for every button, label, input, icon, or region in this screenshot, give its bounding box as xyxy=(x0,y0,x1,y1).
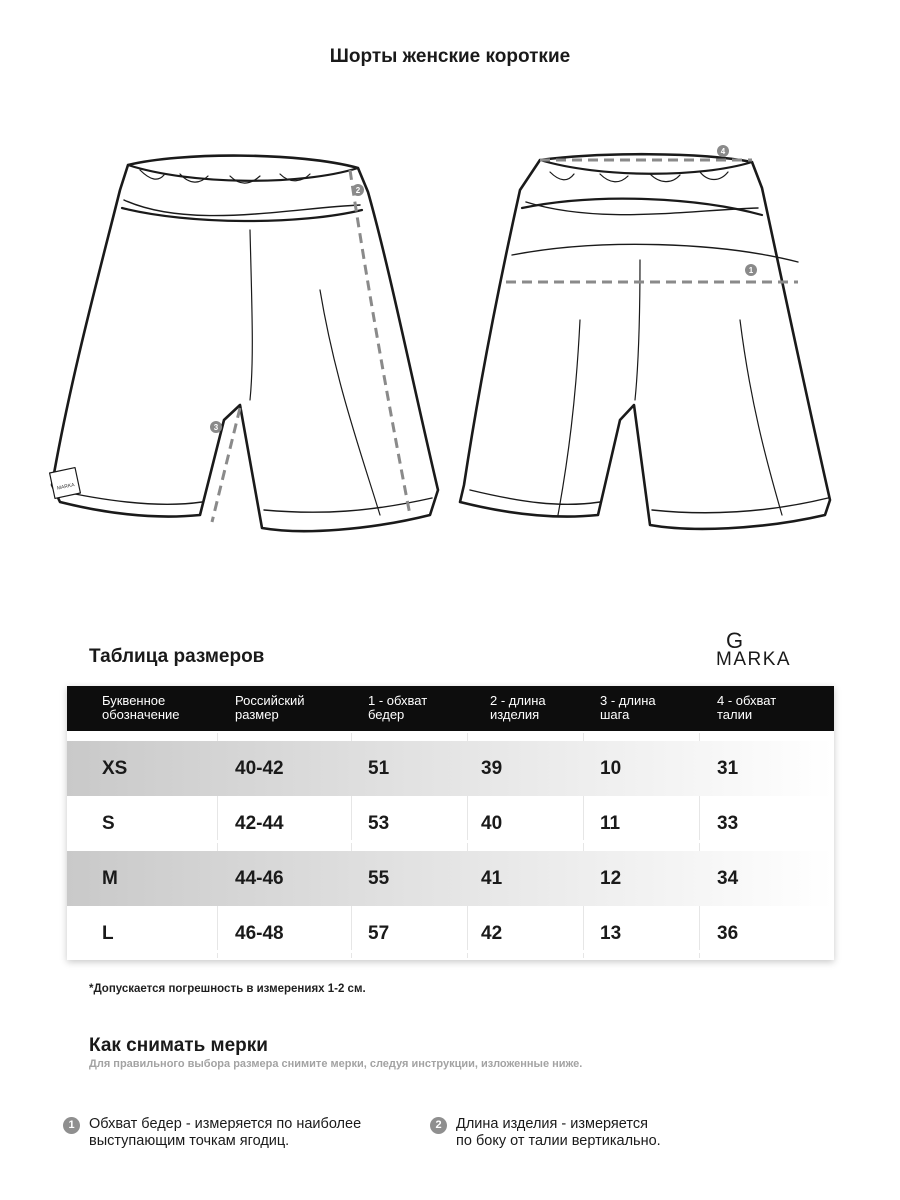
cell-letter: XS xyxy=(102,758,128,779)
cell-waist: 33 xyxy=(717,813,739,834)
number-badge: 2 xyxy=(430,1117,447,1134)
cell-letter: M xyxy=(102,868,118,889)
size-table-header xyxy=(67,686,834,731)
cell-length: 42 xyxy=(481,923,503,944)
cell-inseam: 11 xyxy=(600,813,621,834)
table-row xyxy=(67,851,834,906)
cell-length: 41 xyxy=(481,868,503,889)
cell-length: 39 xyxy=(481,758,503,779)
table-row xyxy=(67,906,834,961)
table-row xyxy=(67,796,834,851)
cell-hips: 51 xyxy=(368,758,390,779)
column-header-russian: Российский размер xyxy=(235,693,305,722)
cell-russian: 46-48 xyxy=(235,923,284,944)
marker-4: 4 xyxy=(720,147,726,156)
page-title: Шорты женские короткие xyxy=(329,46,571,67)
cell-length: 40 xyxy=(481,813,503,834)
cell-russian: 44-46 xyxy=(235,868,284,889)
cell-waist: 31 xyxy=(717,758,739,779)
instruction-text: Длина изделия - измеряется по боку от талии вертикально. xyxy=(456,1116,661,1149)
cell-hips: 57 xyxy=(368,923,390,944)
column-header-inseam: 3 - длина шага xyxy=(600,693,656,722)
cell-hips: 55 xyxy=(368,868,390,889)
measurement-footnote: *Допускается погрешность в измерениях 1-2 см. xyxy=(89,983,366,995)
how-to-measure-heading: Как снимать мерки xyxy=(89,1035,268,1056)
cell-letter: S xyxy=(102,813,115,834)
tag-label: MARKA xyxy=(56,482,76,492)
table-row xyxy=(67,741,834,796)
marka-logo xyxy=(716,628,820,674)
size-table xyxy=(67,686,834,960)
cell-russian: 40-42 xyxy=(235,758,284,779)
instruction-text: Обхват бедер - измеряется по наиболее выступающим точкам ягодиц. xyxy=(89,1116,362,1149)
logo-mark: G xyxy=(726,628,744,653)
cell-inseam: 13 xyxy=(600,923,622,944)
marker-3: 3 xyxy=(213,423,219,432)
how-to-measure-subtitle: Для правильного выбора размера снимите мерки, следуя инструкции, изложенные ниже. xyxy=(89,1058,583,1070)
cell-inseam: 10 xyxy=(600,758,622,779)
cell-hips: 53 xyxy=(368,813,390,834)
marker-1: 1 xyxy=(748,266,754,275)
cell-russian: 42-44 xyxy=(235,813,284,834)
number-badge: 1 xyxy=(63,1117,80,1134)
cell-waist: 34 xyxy=(717,868,739,889)
cell-letter: L xyxy=(102,923,114,944)
column-header-waist: 4 - обхват талии xyxy=(717,693,777,722)
cell-waist: 36 xyxy=(717,923,739,944)
marker-2: 2 xyxy=(355,186,361,195)
column-header-letter: Буквенное обозначение xyxy=(102,693,180,722)
size-table-heading: Таблица размеров xyxy=(89,646,265,667)
back-view xyxy=(460,154,830,529)
column-header-hips: 1 - обхват бедер xyxy=(368,693,428,722)
logo-text: MARKA xyxy=(716,649,792,670)
shorts-illustration xyxy=(40,130,860,550)
column-header-length: 2 - длина изделия xyxy=(490,693,546,722)
cell-inseam: 12 xyxy=(600,868,622,889)
